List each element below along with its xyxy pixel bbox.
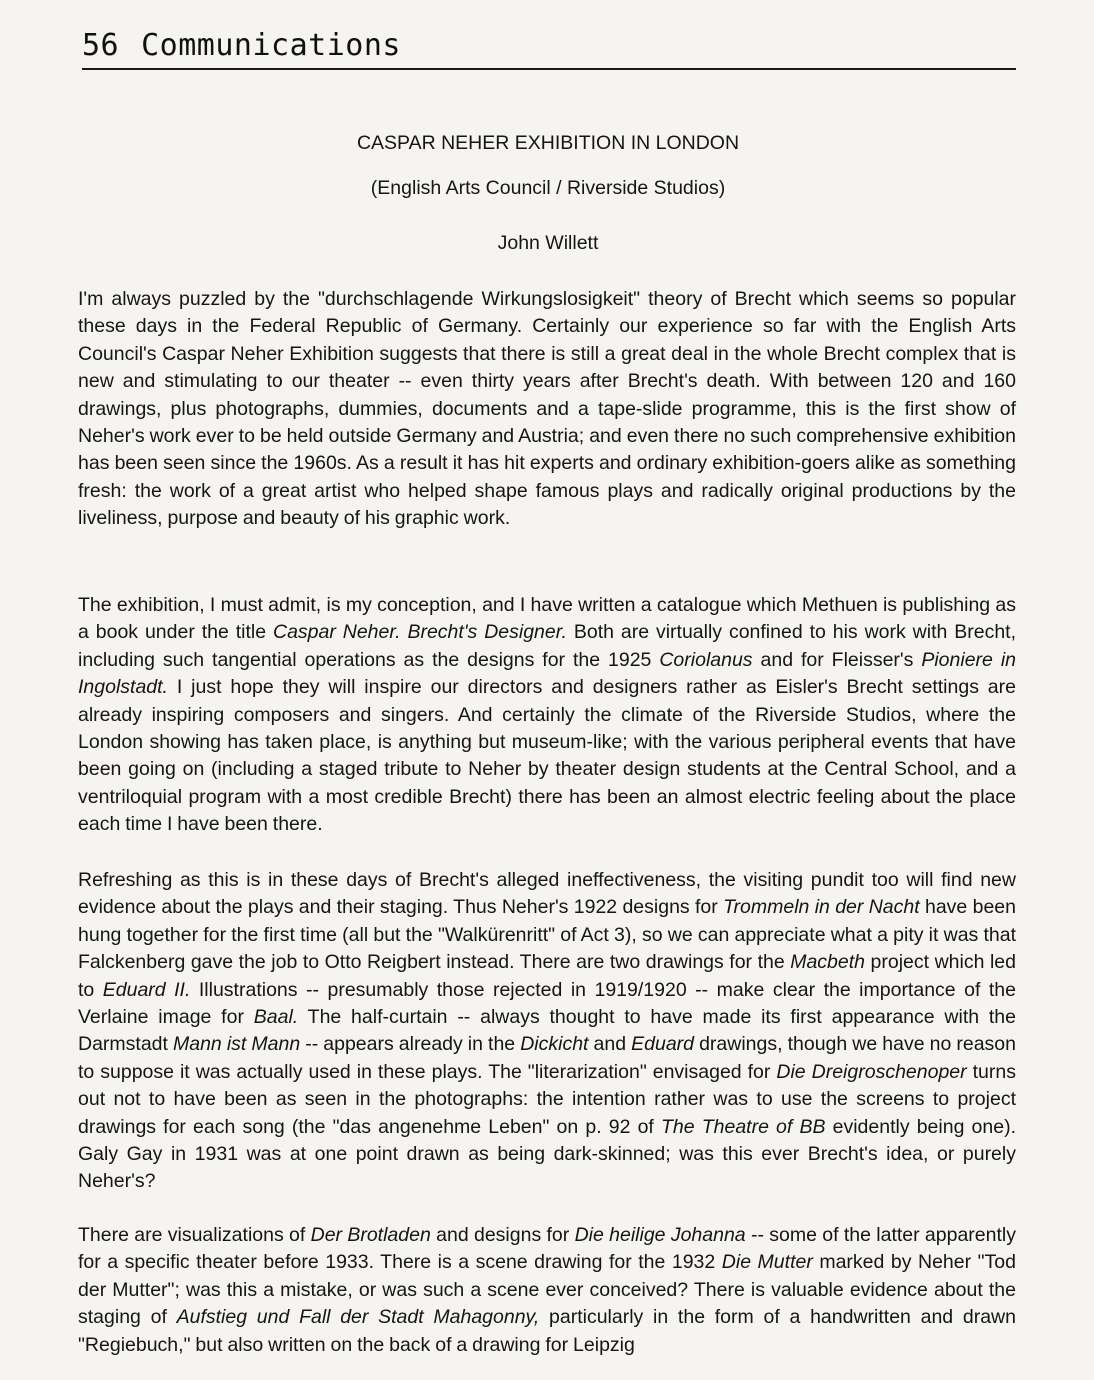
play-title: Coriolanus xyxy=(659,648,753,671)
play-title: Eduard xyxy=(631,1033,695,1056)
play-title: Trommeln in der Nacht xyxy=(723,896,920,919)
article-title: CASPAR NEHER EXHIBITION IN LONDON xyxy=(356,132,740,154)
text-run: There are visualizations of xyxy=(78,1224,311,1246)
play-title: Macbeth xyxy=(790,951,866,974)
text-run: particularly in the form of a handwritten and drawn "Regiebuch," but also written on the back of a drawing for Leipzig xyxy=(78,1306,1016,1356)
play-title: Die Dreigroschenoper xyxy=(776,1060,967,1083)
article-author: John Willett xyxy=(497,232,599,254)
text-run: drawings, though we have no reason to suppose it was actually used in these plays. The "literarization" envisaged for xyxy=(78,1033,1016,1083)
text-run: The half-curtain -- always thought to have made its first appearance with the Darmstadt xyxy=(78,1006,1016,1056)
play-title: Der Brotladen xyxy=(310,1224,431,1246)
text-run: Illustrations -- presumably those rejected in 1919/1920 -- make clear the importance of the Verlaine image for xyxy=(78,978,1016,1029)
play-title: Eduard II. xyxy=(102,978,191,1001)
play-title: Aufstieg und Fall der Stadt Mahagonny, xyxy=(176,1306,540,1329)
text-run: project which led to xyxy=(78,951,1016,1001)
book-title: Caspar Neher. Brecht's Designer. xyxy=(272,621,567,644)
play-title: Die heilige Johanna xyxy=(574,1224,746,1246)
paragraph-3 xyxy=(78,867,1016,1196)
page-number: 56 xyxy=(82,28,120,63)
text-run: evidently being one). Galy Gay in 1931 was at one point drawn as being dark-skinned; was this ever Brecht's idea, or purely Neher's? xyxy=(78,1115,1016,1193)
play-title: Dickicht xyxy=(520,1033,589,1056)
text-run: and for Fleisser's xyxy=(752,648,922,671)
text-run: marked by Neher "Tod der Mutter"; was this a mistake, or was such a scene ever conceived? There is valuable evidence about the staging of xyxy=(78,1251,1016,1329)
text-run: Both are virtually confined to his work with Brecht, including such tangential operations as the designs for the 1925 xyxy=(78,621,1017,671)
paragraph-1: I'm always puzzled by the "durchschlagende Wirkungslosigkeit" theory of Brecht which seems so popular these days in the Federal Republic of Germany. Certainly our experience so far with the English Arts Council's Caspar Neher Exhibition suggests that there is still a great deal in the whole Brecht complex that is new and stimulating to our theater -- even thirty years after Brecht's death. With between 120 and 160 drawings, plus photographs, dummies, documents and a tape-slide programme, this is the first show of Neher's work ever to be held outside Germany and Austria; and even there no such comprehensive exhibition has been seen since the 1960s. As a result it has hit experts and ordinary exhibition-goers alike as something fresh: the work of a great artist who helped shape famous plays and radically original productions by the liveliness, purpose and beauty of his graphic work. xyxy=(78,288,1016,530)
paragraph-4 xyxy=(78,1222,1016,1359)
article-subtitle: (English Arts Council / Riverside Studios) xyxy=(370,177,726,199)
header-rule xyxy=(82,68,1016,70)
text-run: Refreshing as this is in these days of Brecht's alleged ineffectiveness, the visiting pundit too will find new evidence about the plays and their staging. Thus Neher's 1922 designs for xyxy=(78,869,1016,919)
text-run: turns out not to have been as seen in the photographs: the intention rather was to use the screens to project drawings for each song (the "das angenehme Leben" on p. 92 of xyxy=(78,1060,1016,1138)
play-title: Pioniere in Ingolstadt. xyxy=(78,648,1017,699)
paragraph-2 xyxy=(78,592,1016,839)
text-run: The exhibition, I must admit, is my conception, and I have written a catalogue which Methuen is publishing as a book under the title xyxy=(78,594,1016,644)
text-run: -- some of the latter apparently for a specific theater before 1933. There is a scene drawing for the 1932 xyxy=(78,1224,1016,1274)
play-title: Mann ist Mann xyxy=(173,1033,301,1056)
play-title: Die Mutter xyxy=(721,1251,813,1274)
section-title: Communications xyxy=(141,28,401,63)
text-run: and xyxy=(588,1033,632,1056)
running-header xyxy=(82,28,1014,70)
text-run: have been hung together for the first time (all but the "Walkürenritt" of Act 3), so we can appreciate what a pity it was that Falckenberg gave the job to Otto Reigbert instead. There are two drawings for the xyxy=(78,896,1016,974)
text-run: -- appears already in the xyxy=(300,1033,521,1056)
text-run: I just hope they will inspire our directors and designers rather as Eisler's Brecht settings are already inspiring composers and singers. And certainly the climate of the Riverside Studios, where the London showing has taken place, is anything but museum-like; with the various peripheral events that have been going on (including a staged tribute to Neher by theater design students at the Central School, and a ventriloquial program with a most credible Brecht) there has been an almost electric feeling about the place each time I have been there. xyxy=(78,676,1016,836)
text-run: and designs for xyxy=(430,1224,575,1246)
book-title: The Theatre of BB xyxy=(660,1115,826,1138)
play-title: Baal. xyxy=(253,1006,299,1029)
